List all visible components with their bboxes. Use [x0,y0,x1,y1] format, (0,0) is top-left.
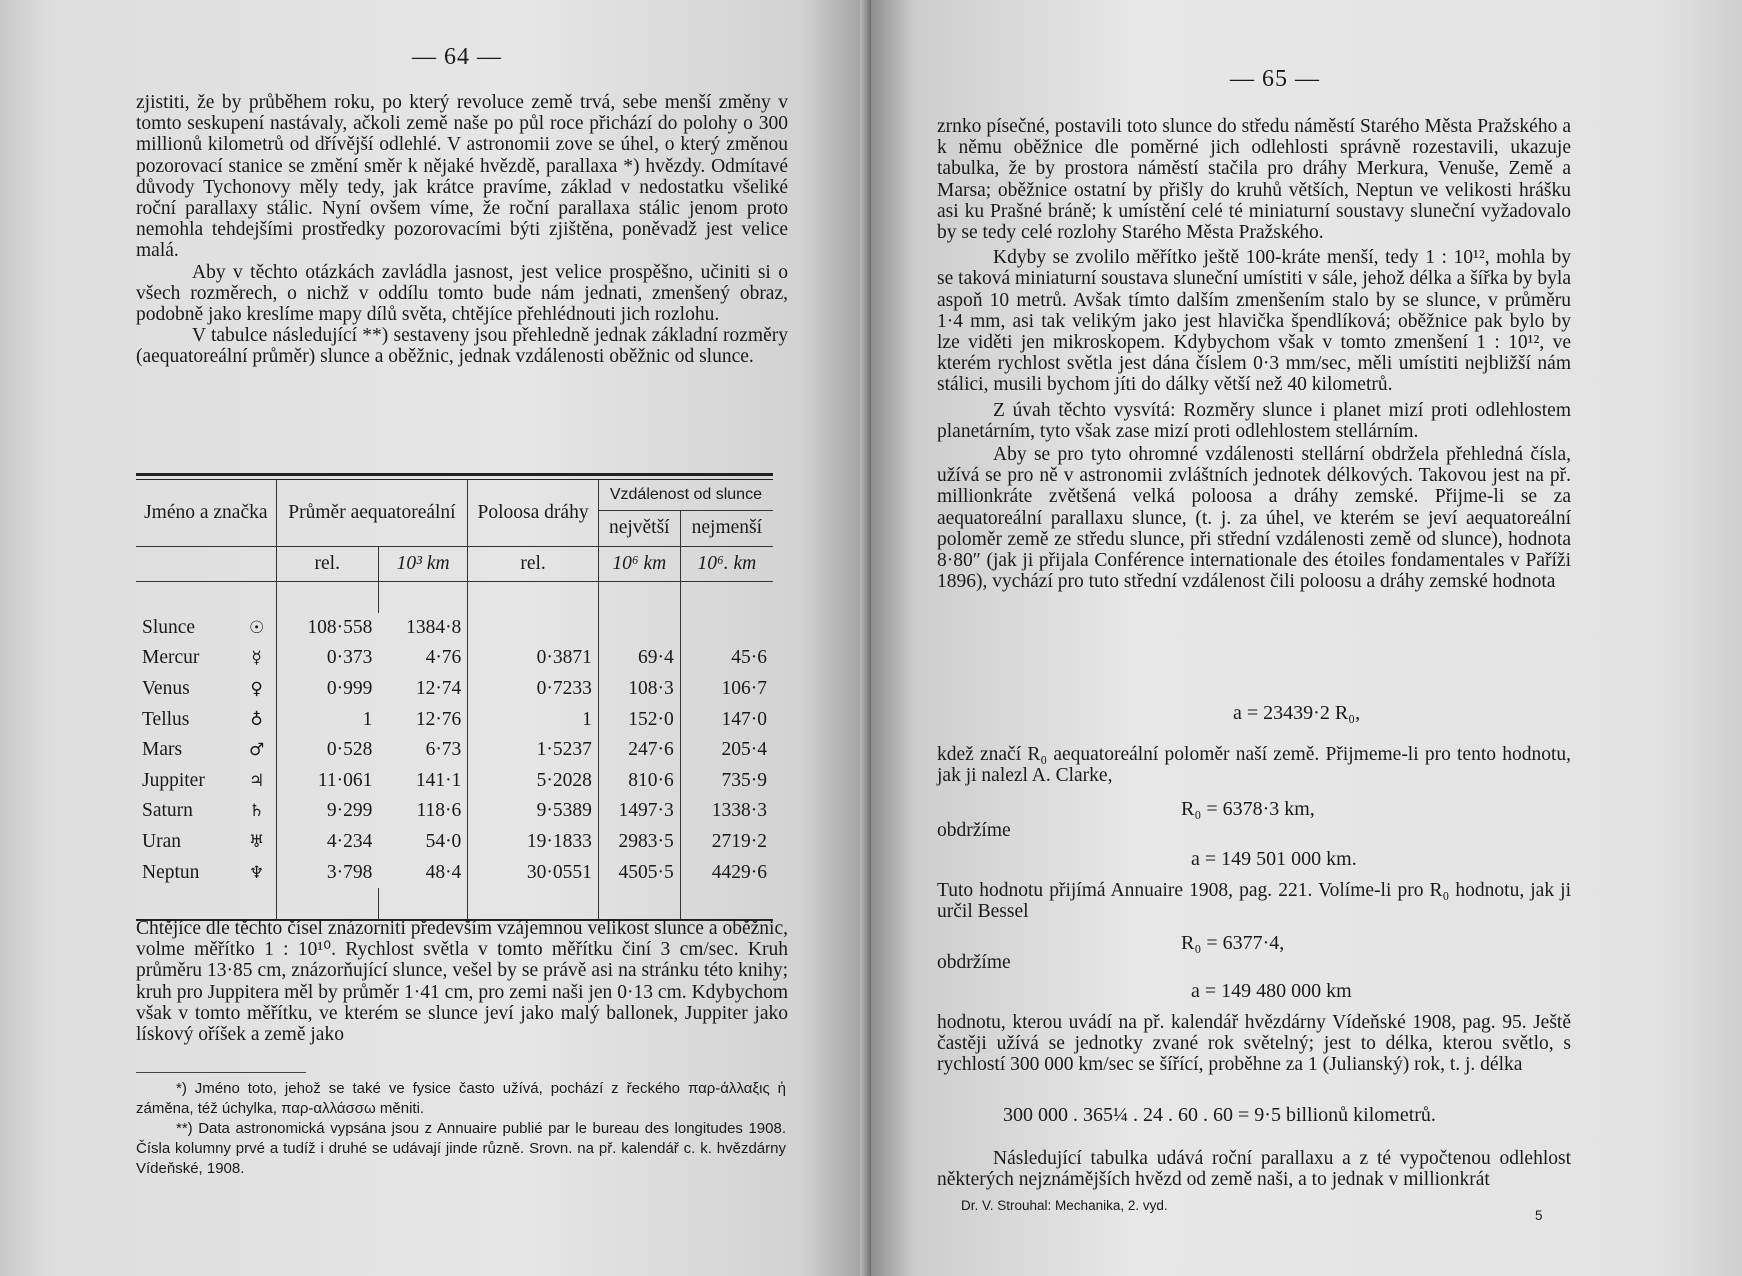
footer-citation: Dr. V. Strouhal: Mechanika, 2. vyd. [961,1198,1168,1213]
page-number: — 64 — [412,44,502,70]
planet-symbol [238,766,277,797]
footer-signature: 5 [1535,1208,1543,1223]
table-row [136,735,773,766]
paragraph: Kdyby se zvolilo měřítko ještě 100-kráte menší, tedy 1 : 10¹², mohla by se taková miniaturní soustava sluneční umístiti v sále, jehož délka a šířka by byla aspoň 10 metrů. Avšak tímto dalším zmenšením stalo by se slunce, v průměru 1·4 mm, asi tak velikým jako jest hlavička špendlíková; oběžnice pak bylo by lze viděti jen mikroskopem. Kdybychom však v tomto zmenšení 1 : 10¹², ve kterém rychlost světla jest dána číslem 0·3 mm/sec, měli umístiti nejbližší nám stálici, musili bychom jíti do dálky větší než 40 kilometrů. [937,247,1571,396]
paragraph: V tabulce následující **) sestaveny jsou přehledně jednak základní rozměry (aequatoreální průměr) slunce a oběžnic, jednak vzdálenosti oběžnic od slunce. [136,325,788,368]
body-text-bottom [136,918,788,1045]
planet-table [136,473,773,921]
table-body [136,582,773,919]
table-top-rule [136,473,773,476]
semiaxis-rel: 1·5237 [468,735,599,766]
table-row [136,827,773,858]
footnote: *) Jméno toto, jehož se také ve fysice často užívá, pochází z řeckého παρ-άλλαξις ἡ záměna, též úchylka, παρ-αλλάσσω měniti. [136,1080,786,1117]
distance-max: 152·0 [598,704,680,735]
page-number: — 65 — [1230,66,1320,92]
semiaxis-rel: 5·2028 [468,766,599,797]
semiaxis-rel: 1 [468,704,599,735]
planet-symbol [238,704,277,735]
diameter-rel: 1 [276,704,378,735]
distance-max: 108·3 [598,674,680,705]
header-distance: Vzdálenost od slunce [598,480,773,510]
paragraph: Aby v těchto otázkách zavládla jasnost, jest velice prospěšno, učiniti si o všech rozměrech, o nichž v oddílu tomto bude nám jednati, zmenšený obraz, podobně jako kreslíme mapy dílů světa, chtějíce přehlédnouti jich rozlohu. [136,261,788,326]
planet-name: Venus [142,678,190,700]
planet-symbol-icon: ♃ [248,770,265,791]
paragraph: hodnotu, kterou uvádí na př. kalendář hvězdárny Vídeňské 1908, pag. 95. Ještě častěji užívá se jednotky zvané rok světelný; jest to délka, kterou světlo, s rychlostí 300 000 km/sec se šířící, proběhne za 1 (Julianský) rok, t. j. délka [937,1012,1571,1076]
planet-symbol [238,796,277,827]
distance-min: 45·6 [680,643,773,674]
paragraph-parallax-table [937,1148,1571,1190]
paragraph: Chtějíce dle těchto čísel znázorniti především vzájemnou velikost slunce a oběžnic, volme měřítko 1 : 10¹⁰. Rychlost světla v tomto měřítku činí 3 cm/sec. Kruh průměru 13·85 cm, znázorňující slunce, vešel by se právě asi na stránku této knihy; kruh pro Juppitera měl by průměr 1·41 cm, pro zemi naši jen 0·13 cm. Kdybychom však v tomto měřítku, ve kterém se slunce jeví jako malý ballonek, Juppiter jako lískový oříšek a země jako [136,918,788,1046]
semiaxis-rel: 0·3871 [468,643,599,674]
unit-dist-max: 10⁶ km [598,547,680,582]
semiaxis-rel: 19·1833 [468,827,599,858]
distance-max: 2983·5 [598,827,680,858]
body-text-top [937,116,1571,592]
diameter-rel: 11·061 [276,766,378,797]
planet-symbol-icon: ♆ [248,862,265,883]
semiaxis-rel: 9·5389 [468,796,599,827]
table-row [136,643,773,674]
paragraph: Aby se pro tyto ohromné vzdálenosti stellární obdržela přehledná čísla, užívá se pro ně v astronomii zvláštních jednotek délkových. Takovou jest na př. millionkráte zvětšená velká poloosa a dráhy zemské. Přijme-li se za aequatoreální parallaxu slunce, (t. j. za úhel, ve kterém se jeví aequatoreální poloměr země ze středu slunce, při střední vzdálenosti země od slunce), hodnota 8·80″ (jak ji přijala Conférence internationale des étoiles fondamentales v Paříži 1896), vychází pro tuto střední vzdálenost čili poloosu a dráhy zemské hodnota [937,444,1571,593]
obdrzime-label: obdržíme [937,952,1011,973]
table-row [136,766,773,797]
table-row [136,704,773,735]
diameter-km: 1384·8 [406,616,462,638]
planet-symbol [238,674,277,705]
equation-a-clarke: a = 149 501 000 km. [1191,848,1357,870]
header-name: Jméno a značka [144,502,268,523]
body-text-top [136,92,788,368]
distance-max: 4505·5 [598,857,680,888]
obdrzime-label: obdržíme [937,820,1011,841]
planet-symbol [238,613,277,644]
unit-rel: rel. [276,547,378,582]
distance-max: 247·6 [598,735,680,766]
planet-name: Juppiter [142,769,205,791]
diameter-km: 54·0 [425,831,462,853]
paragraph: zrnko písečné, postavili toto slunce do středu náměstí Starého Města Pražského a k němu oběžnice dle poměrné jich odlehlosti správně rozestavili, ukazuje tabulka, že by prostora náměstí stačila pro dráhy Merkura, Venuše, Země a Marsa; oběžnice ostatní by přišly do kruhů větších, Neptun ve velikosti hrášku asi ku Prašné bráně; k umístění celé té miniaturní soustavy sluneční vyžadovalo by se tedy celé rozlohy Starého Města Pražského. [937,116,1571,244]
planet-name: Neptun [142,861,200,883]
paragraph: zjistiti, že by průběhem roku, po který revoluce země trvá, sebe menší změny v tomto seskupení nastávaly, ačkoli země naše po půl roce přichází do polohy o 300 millionů kilometrů od dřívější odlehlé. V astronomii zove se úhel, o který změnou pozorovací stanice se změní směr k nějaké hvězdě, parallaxa *) hvězdy. Odmítavé důvody Tychonovy měly tedy, jak krátce pravíme, základ v nedostatku všeliké roční parallaxy stálic. Nyní ovšem víme, že roční parallaxa stálic jenom proto nemohla tehdejšími prostředky pozorovacími býti zjištěna, poněvadž jest velice malá. [136,92,788,262]
diameter-rel: 108·558 [276,613,378,644]
distance-max: 69·4 [598,643,680,674]
distance-min: 106·7 [680,674,773,705]
distance-min [680,613,773,644]
distance-min: 4429·6 [680,857,773,888]
planet-name: Saturn [142,800,193,822]
diameter-km: 4·76 [425,647,462,669]
diameter-rel: 0·999 [276,674,378,705]
planet-symbol-icon: ♀ [250,679,263,700]
table-row [136,613,773,644]
planet-symbol-icon: ♄ [248,801,265,822]
equation-r0-clarke: R₀ = 6378·3 km, [1181,798,1315,820]
planet-symbol-icon: ☉ [248,617,265,638]
planet-symbol-icon: ♁ [250,709,263,730]
paragraph: Z úvah těchto vysvítá: Rozměry slunce i planet mizí proti odlehlostem planetárním, tyto však zase mizí proti odlehlostem stellárním. [937,399,1571,442]
paragraph-light-year [937,1012,1571,1076]
paragraph: kdež značí R₀ aequatoreální poloměr naší země. Přijmeme-li pro tento hodnotu, jak ji nalezl A. Clarke, [937,744,1571,787]
planet-symbol [238,857,277,888]
planet-name: Tellus [142,708,190,730]
right-page [871,0,1742,1276]
equation-light-year: 300 000 . 365¼ . 24 . 60 . 60 = 9·5 billionů kilometrů. [1003,1104,1436,1126]
distance-min: 147·0 [680,704,773,735]
diameter-rel: 0·528 [276,735,378,766]
distance-max: 810·6 [598,766,680,797]
distance-min: 205·4 [680,735,773,766]
table-row [136,674,773,705]
distance-min: 2719·2 [680,827,773,858]
diameter-km: 48·4 [425,861,462,883]
diameter-km: 12·76 [415,708,462,730]
paragraph-clarke [937,744,1571,786]
header-smallest: nejmenší [680,510,773,546]
footnote-separator [136,1072,306,1073]
footnote: **) Data astronomická vypsána jsou z Annuaire publié par le bureau des longitudes 1908. Čísla kolumny prvé a tudíž i druhé se udávají jinde různě. Srovn. na př. kalendář c. k. hvězdárny Vídeňské, 1908. [136,1120,786,1177]
diameter-km: 12·74 [415,678,462,700]
diameter-km: 118·6 [416,800,462,822]
header-largest: největší [598,510,680,546]
unit-1000km: 10³ km [378,547,467,582]
planet-symbol [238,827,277,858]
planet-symbol [238,643,277,674]
footnotes [136,1072,786,1179]
equation-a: a = 23439·2 R₀, [1233,702,1361,724]
planet-symbol [238,735,277,766]
semiaxis-rel: 0·7233 [468,674,599,705]
header-semiaxis: Poloosa dráhy [468,480,599,547]
planet-name: Slunce [142,616,196,638]
equation-r0-bessel: R₀ = 6377·4, [1181,932,1285,954]
semiaxis-rel [468,613,599,644]
distance-max: 1497·3 [598,796,680,827]
paragraph: Následující tabulka udává roční parallaxu a z té vypočtenou odlehlost některých nejznámějších hvězd od země naši, a to jednak v millionkrát [937,1148,1571,1191]
table-row [136,796,773,827]
diameter-rel: 0·373 [276,643,378,674]
planet-symbol-icon: ♂ [248,740,265,761]
planet-symbol-icon: ♅ [248,832,265,853]
diameter-km: 6·73 [425,739,462,761]
diameter-km: 141·1 [415,769,462,791]
distance-min: 735·9 [680,766,773,797]
header-blank [136,547,276,582]
header-diameter: Průměr aequatoreální [276,480,468,547]
paragraph: Tuto hodnotu přijímá Annuaire 1908, pag. 221. Volíme-li pro R₀ hodnotu, jak ji určil Bessel [937,880,1571,923]
distance-min: 1338·3 [680,796,773,827]
distance-max [598,613,680,644]
planet-name: Uran [142,831,181,853]
planet-name: Mars [142,739,183,761]
unit-rel-axis: rel. [468,547,599,582]
planet-name: Mercur [142,647,200,669]
planet-symbol-icon: ☿ [251,648,262,669]
diameter-rel: 4·234 [276,827,378,858]
unit-dist-min: 10⁶. km [680,547,773,582]
paragraph-bessel [937,880,1571,922]
semiaxis-rel: 30·0551 [468,857,599,888]
equation-a-bessel: a = 149 480 000 km [1191,980,1352,1002]
diameter-rel: 9·299 [276,796,378,827]
diameter-rel: 3·798 [276,857,378,888]
table-row [136,857,773,888]
